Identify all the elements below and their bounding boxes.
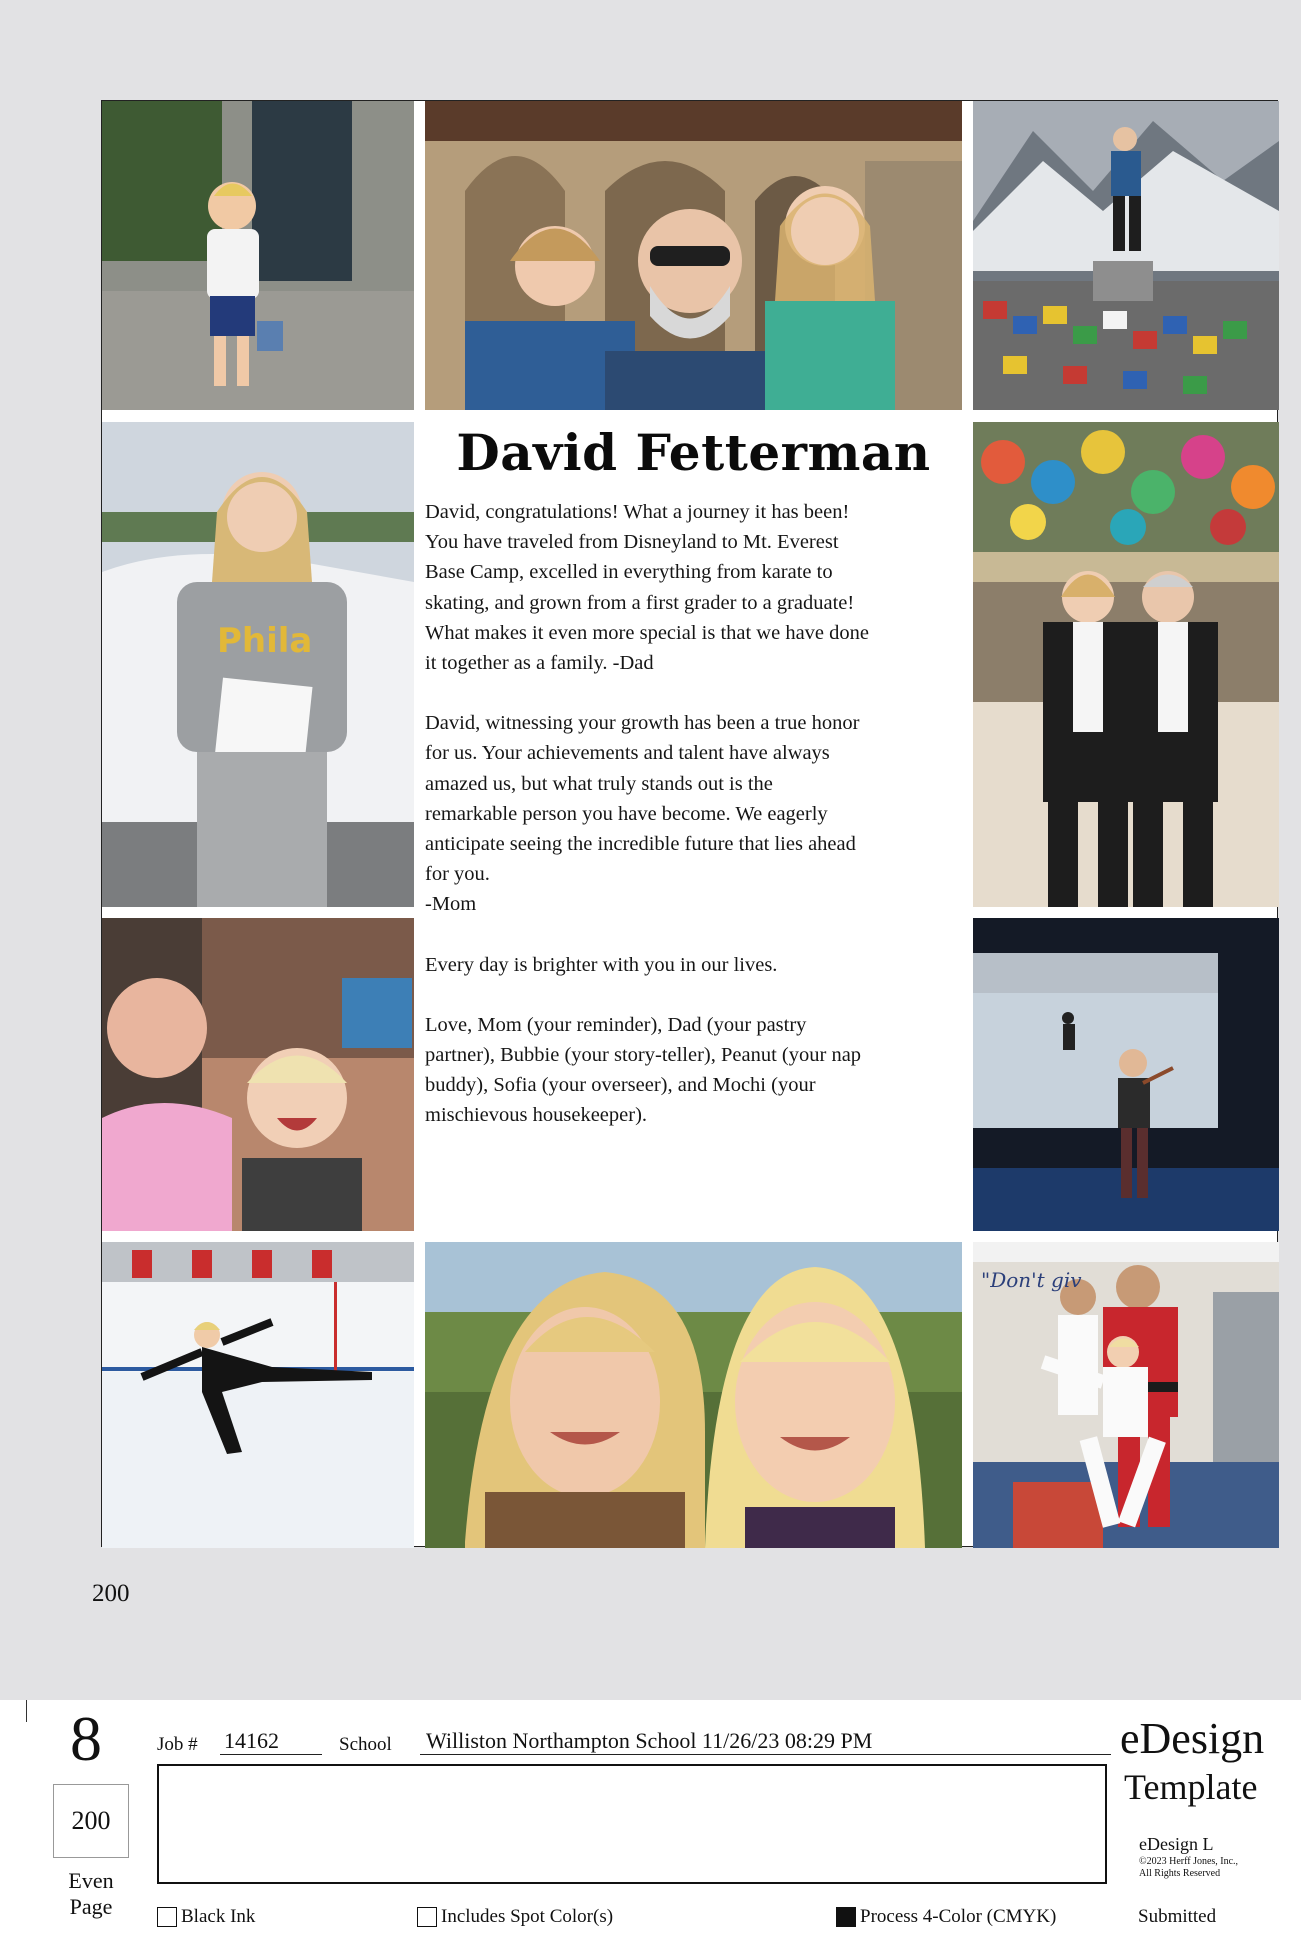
message-body [425,497,955,1161]
message-paragraph-love: Love, Mom (your reminder), Dad (your pastry partner), Bubbie (your story-teller), Peanut (your nap buddy), Sofia (your overseer), and Mochi (your mischievous housekeeper). [425,1013,862,1127]
submitted-label: Submitted [1138,1906,1217,1927]
photo-figure-skating [102,1242,414,1548]
school-name-date: Williston Northampton School 11/26/23 08:29 PM [420,1728,1111,1755]
copyright-text: ©2023 Herff Jones, Inc., All Rights Reserved [1139,1856,1239,1879]
message-paragraph-dad: David, congratulations! What a journey it has been! You have traveled from Disneyland to Mt. Everest Base Camp, excelled in everything from karate to skating, and grown from a first grader to a graduate! What makes it even more special is that we have done it together as a family. -Dad [425,501,870,675]
photo-karate-image [973,1242,1279,1548]
job-number: 14162 [220,1728,322,1755]
job-label: Job # [157,1734,198,1755]
photo-formal-chandelier [973,422,1279,907]
page-number: 200 [92,1580,130,1607]
checkbox-spot-color-box[interactable] [417,1907,437,1927]
photo-everest-image [973,101,1279,410]
brand-edesign: eDesign [1120,1714,1265,1763]
edesign-l-label: eDesign L [1139,1834,1214,1854]
photo-teen-car-image [102,422,414,907]
photo-everest-prayer-flags [973,101,1279,410]
checkbox-black-ink[interactable] [157,1906,255,1928]
page-title: David Fetterman [456,423,931,482]
checkbox-process-4color-label: Process 4-Color (CMYK) [860,1906,1057,1927]
svg-text:"Don't giv: "Don't giv [981,1268,1082,1292]
photo-child-first-day-image [102,101,414,410]
checkbox-black-ink-box[interactable] [157,1907,177,1927]
ad-spread [101,100,1278,1547]
photo-grandma-toddler-image [102,918,414,1231]
checkbox-spot-color-label: Includes Spot Color(s) [441,1906,614,1927]
photo-karate-class [973,1242,1279,1548]
photo-skating-image [102,1242,414,1548]
page-number-box: 200 [53,1784,129,1858]
checkbox-process-4color-box[interactable] [836,1907,856,1927]
brand-template: Template [1124,1767,1258,1807]
checkbox-spot-color[interactable] [417,1906,613,1928]
crop-tick [26,1700,27,1722]
message-paragraph-mom: David, witnessing your growth has been a true honor for us. Your achievements and talent have always amazed us, but what truly stands out is the remarkable person you have become. We eagerly anticipate seeing the incredible future that lies ahead for you. -Mom [425,712,860,916]
notes-box[interactable] [157,1764,1107,1884]
photo-violin-stage [973,918,1279,1231]
photo-mom-and-son [425,1242,962,1548]
photo-family-selfie-arches [425,101,962,410]
svg-text:Phila: Phila [217,621,313,661]
photo-child-first-day [102,101,414,410]
checkbox-black-ink-label: Black Ink [181,1906,256,1927]
template-footer [0,1700,1301,1951]
photo-family-selfie-image [425,101,962,410]
school-label: School [339,1734,392,1755]
photo-formal-image [973,422,1279,907]
even-page-label: Even Page [68,1868,114,1919]
photo-teen-with-car [102,422,414,907]
ladder-number: 8 [70,1703,102,1774]
photo-mom-son-image [425,1242,962,1548]
checkbox-process-4color[interactable] [836,1906,1056,1928]
photo-grandma-toddler [102,918,414,1231]
photo-violin-image [973,918,1279,1231]
message-paragraph-brighter: Every day is brighter with you in our lives. [425,953,778,976]
